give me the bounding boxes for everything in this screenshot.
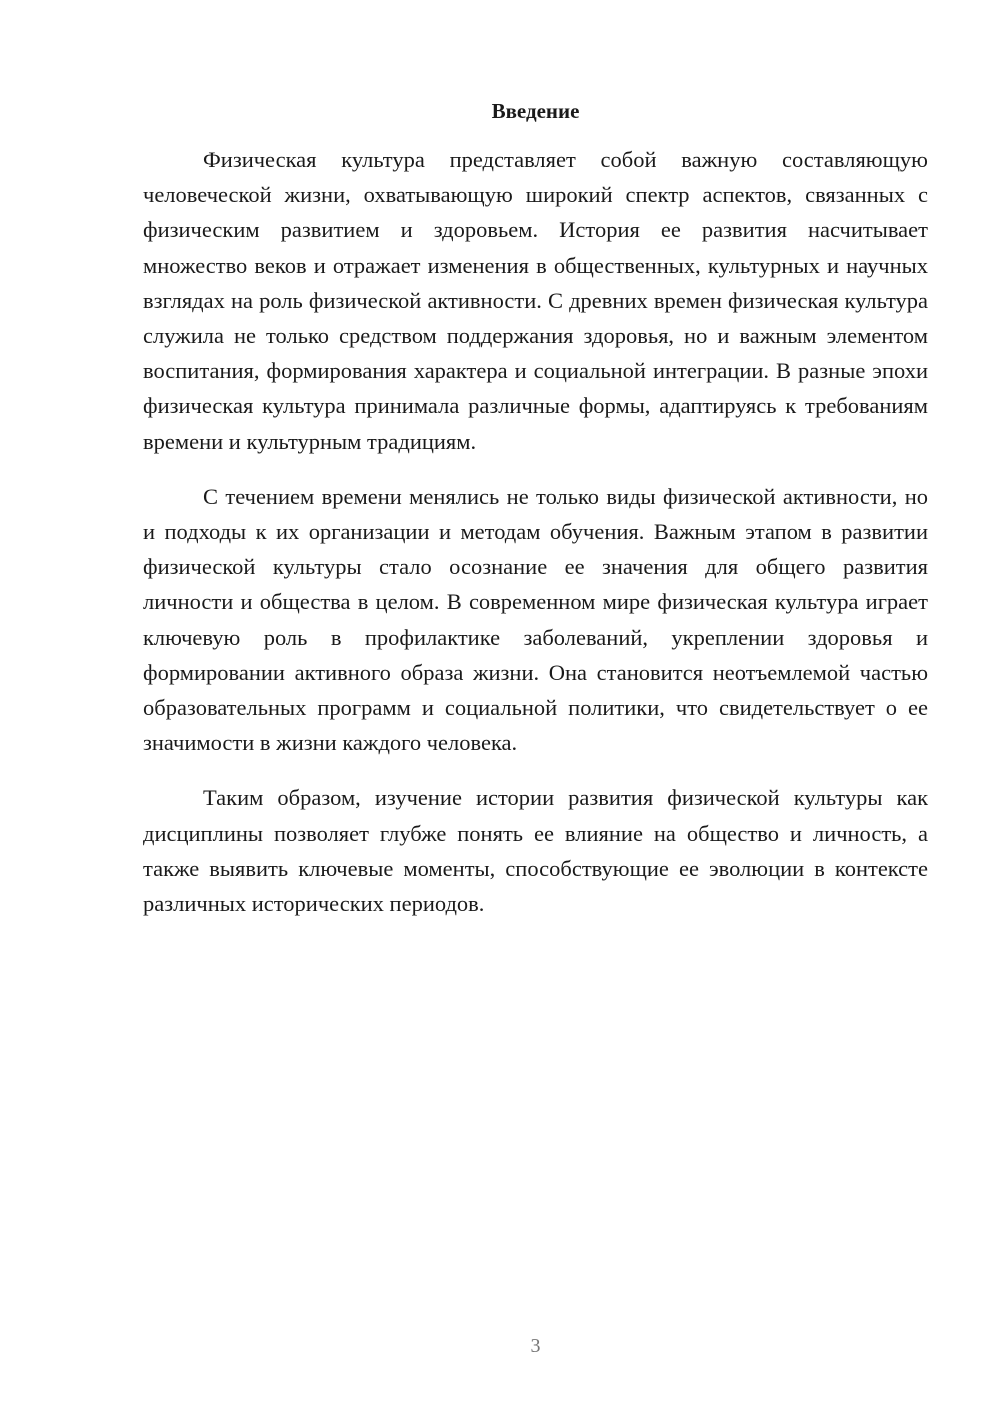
paragraph-3: Таким образом, изучение истории развития физической культуры как дисциплины позволяет глубже понять ее влияние на общество и личность, а также выявить ключевые моменты, способствующие ее эволюции в контексте различных исторических периодов. — [143, 785, 928, 917]
paragraph-2: С течением времени менялись не только виды физической активности, но и подходы к их организации и методам обучения. Важным этапом в развитии физической культуры стало осознание ее значения для общего развития личности и общества в целом. В современном мире физическая культура играет ключевую роль в профилактике заболеваний, укреплении здоровья и формировании активного образа жизни. Она становится неотъемлемой частью образовательных программ и социальной политики, что свидетельствует о ее значимости в жизни каждого человека. — [143, 483, 928, 756]
page-number: 3 — [530, 1335, 541, 1357]
section-title: Введение — [491, 99, 580, 123]
body-text — [143, 142, 928, 941]
paragraph-1: Физическая культура представляет собой важную составляющую человеческой жизни, охватывающую широкий спектр аспектов, связанных с физическим развитием и здоровьем. История ее развития насчитывает множество веков и отражает изменения в общественных, культурных и научных взглядах на роль физической активности. С древних времен физическая культура служила не только средством поддержания здоровья, но и важным элементом воспитания, формирования характера и социальной интеграции. В разные эпохи физическая культура принимала различные формы, адаптируясь к требованиям времени и культурным традициям. — [143, 147, 928, 454]
